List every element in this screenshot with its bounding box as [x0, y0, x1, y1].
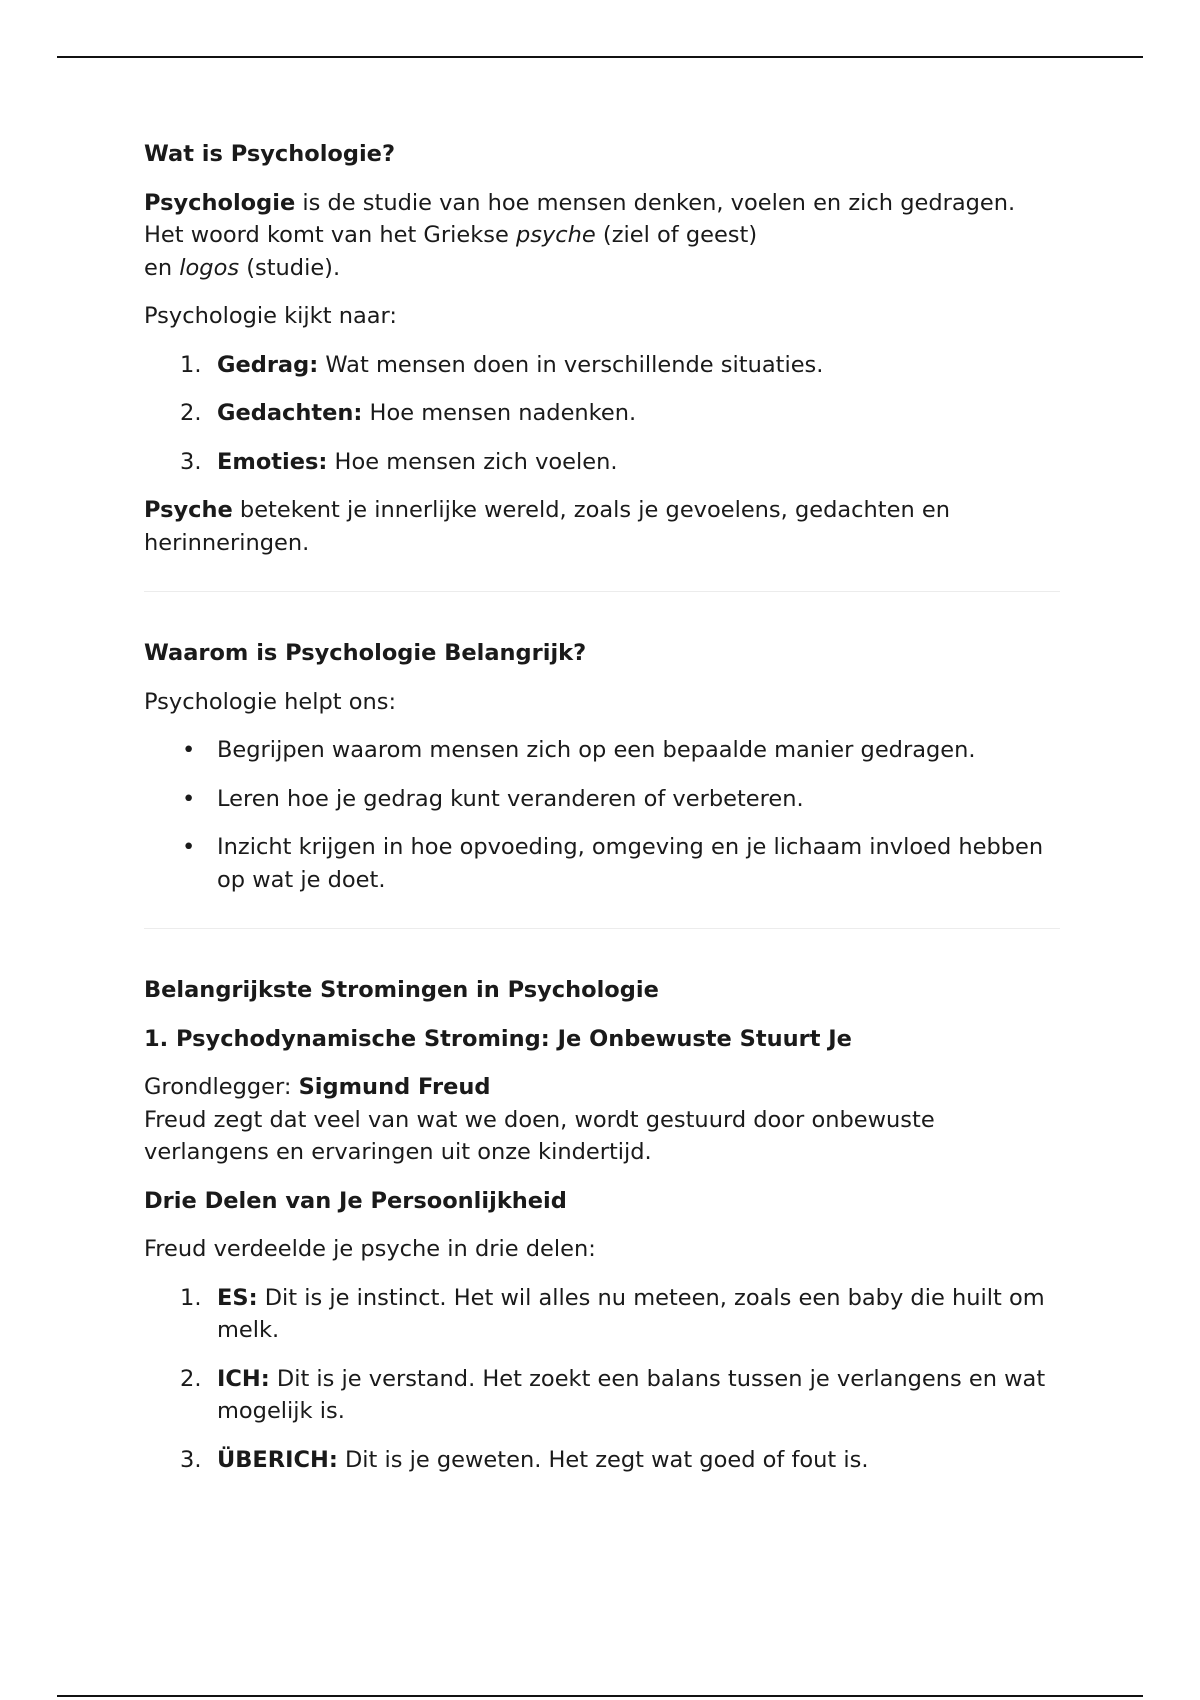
list-number: 3.	[180, 448, 202, 475]
list-item-text: Inzicht krijgen in hoe opvoeding, omgeving en je lichaam invloed hebben op wat je doet.	[217, 834, 1044, 893]
list-item-text: Wat mensen doen in verschillende situaties.	[318, 351, 824, 378]
page-bottom-rule	[57, 1695, 1143, 1697]
page-top-rule	[57, 56, 1143, 58]
list-item	[144, 831, 1060, 896]
subsection-heading-psychodynamisch: 1. Psychodynamische Stroming: Je Onbewuste Stuurt Je	[144, 1025, 852, 1052]
intro-text-4: (studie).	[239, 254, 341, 281]
section-heading-wat-is-psychologie: Wat is Psychologie?	[144, 141, 395, 167]
section-heading-waarom-belangrijk: Waarom is Psychologie Belangrijk?	[144, 640, 587, 666]
list-lead: Psychologie helpt ons:	[144, 688, 397, 715]
intro-paragraph	[144, 187, 1060, 285]
aspects-list	[144, 349, 1060, 479]
bullet-icon: •	[182, 834, 196, 860]
list-item-label: Emoties:	[217, 448, 328, 475]
list-item	[144, 397, 1060, 430]
founder-label: Grondlegger:	[144, 1074, 299, 1100]
founder-paragraph	[144, 1071, 1060, 1169]
list-item-label: ÜBERICH:	[217, 1446, 338, 1473]
list-item	[144, 446, 1060, 479]
section-divider	[144, 591, 1060, 592]
list-item	[144, 734, 1060, 767]
list-item-label: Gedachten:	[217, 400, 363, 426]
psyche-text: betekent je innerlijke wereld, zoals je gevoelens, gedachten en herinneringen.	[144, 497, 950, 556]
section-divider	[144, 928, 1060, 929]
list-number: 1.	[180, 1284, 202, 1311]
list-item-label: Gedrag:	[217, 351, 319, 378]
list-item-text: Hoe mensen nadenken.	[362, 400, 637, 426]
word-psyche: psyche	[515, 222, 596, 248]
list-lead: Freud verdeelde je psyche in drie delen:	[144, 1236, 596, 1262]
personality-parts-list	[144, 1282, 1060, 1477]
document-body	[144, 138, 1060, 1476]
term-psychologie: Psychologie	[144, 189, 296, 216]
list-item-text: Dit is je instinct. Het wil alles nu meteen, zoals een baby die huilt om melk.	[217, 1284, 1045, 1343]
term-psyche: Psyche	[144, 497, 233, 523]
list-number: 1.	[180, 351, 202, 378]
list-number: 3.	[180, 1446, 202, 1473]
list-number: 2.	[180, 1365, 202, 1392]
bullet-icon: •	[182, 785, 196, 812]
founder-text: Freud zegt dat veel van wat we doen, wordt gestuurd door onbewuste verlangens en ervaringen uit onze kindertijd.	[144, 1106, 935, 1165]
list-item-text: Dit is je verstand. Het zoekt een balans tussen je verlangens en wat mogelijk is.	[217, 1365, 1046, 1424]
intro-text-1: is de studie van hoe mensen denken, voelen en zich gedragen. Het woord komt van het Griekse	[144, 189, 1016, 248]
word-logos: logos	[179, 254, 240, 281]
list-item-label: ES:	[217, 1284, 258, 1311]
list-lead: Psychologie kijkt naar:	[144, 303, 397, 329]
intro-text-2: (ziel of geest)	[595, 222, 758, 248]
founder-name: Sigmund Freud	[298, 1074, 491, 1100]
list-item-text: Begrijpen waarom mensen zich op een bepaalde manier gedragen.	[217, 737, 976, 763]
subsection-heading-drie-delen: Drie Delen van Je Persoonlijkheid	[144, 1187, 567, 1214]
list-item	[144, 349, 1060, 382]
list-item	[144, 1444, 1060, 1477]
intro-text-3: en	[144, 254, 180, 281]
bullet-icon: •	[182, 737, 196, 763]
list-number: 2.	[180, 400, 202, 426]
list-item	[144, 1363, 1060, 1428]
psyche-paragraph	[144, 494, 1060, 559]
list-item	[144, 783, 1060, 816]
list-item-text: Leren hoe je gedrag kunt veranderen of verbeteren.	[217, 785, 804, 812]
list-item	[144, 1282, 1060, 1347]
list-item-label: ICH:	[217, 1365, 270, 1392]
section-heading-stromingen: Belangrijkste Stromingen in Psychologie	[144, 977, 659, 1003]
list-item-text: Hoe mensen zich voelen.	[327, 448, 618, 475]
list-item-text: Dit is je geweten. Het zegt wat goed of fout is.	[337, 1446, 869, 1473]
benefits-list	[144, 734, 1060, 896]
